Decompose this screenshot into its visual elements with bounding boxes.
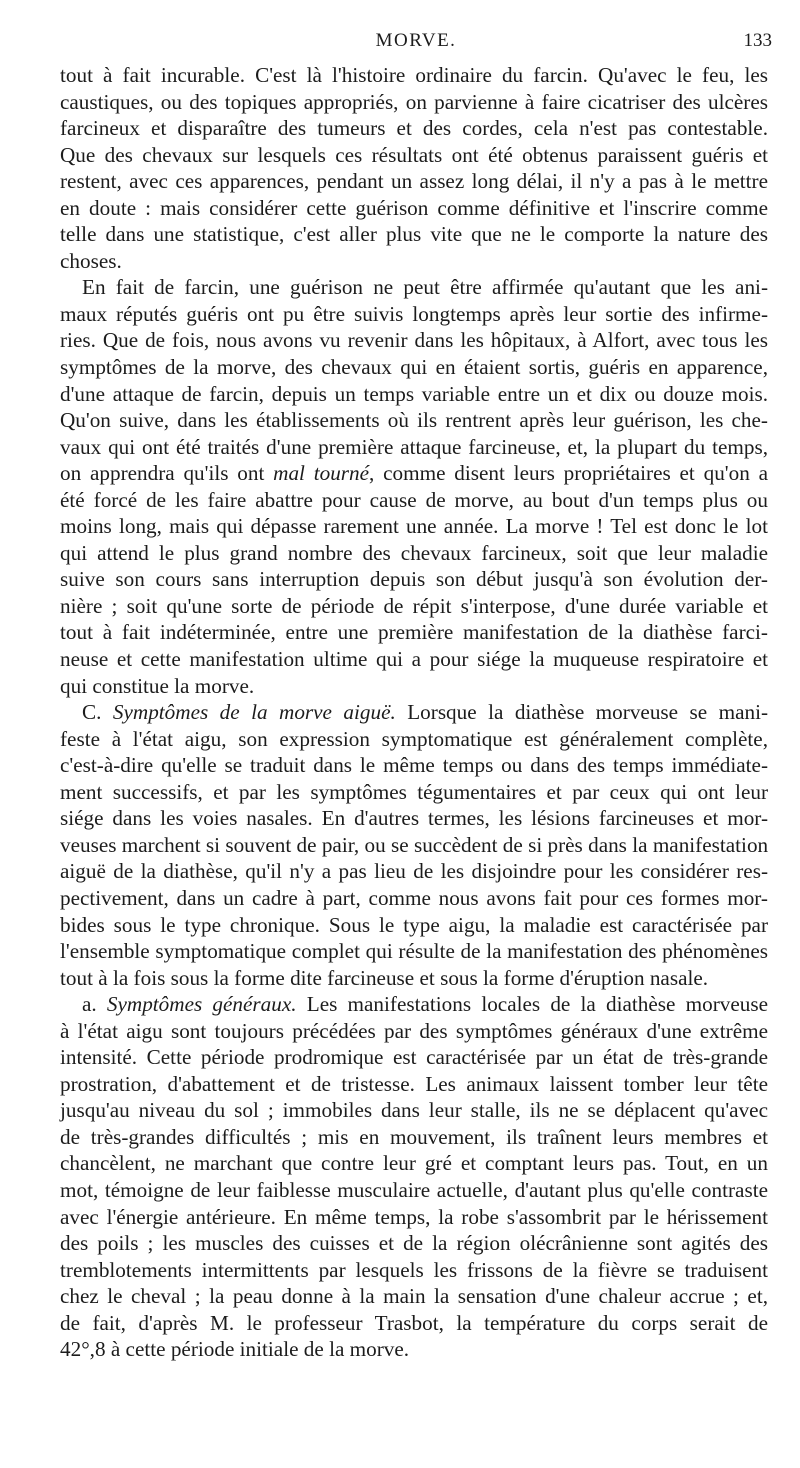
text-line: Que des chevaux sur lesquels ces résultats ont été obtenus paraissent guéris et: [60, 142, 768, 167]
text-line: Qu'on suive, dans les établissements où ils rentrent après leur guérison, les che-: [60, 408, 768, 433]
text-line: ment successifs, et par les symptômes tégumentaires et par ceux qui ont leur: [60, 779, 768, 804]
text-line: pectivement, dans un cadre à part, comme nous avons fait pour ces formes mor-: [60, 885, 768, 910]
text-line: neuse et cette manifestation ultime qui a pour siége la muqueuse respiratoire et: [60, 647, 768, 672]
text-line: tout à fait incurable. C'est là l'histoire ordinaire du farcin. Qu'avec le feu, les: [60, 63, 768, 87]
text-line: l'ensemble symptomatique complet qui résulte de la manifestation des phénomènes: [60, 939, 768, 964]
text-line: été forcé de les faire abattre pour cause de morve, au bout d'un temps plus ou: [60, 487, 768, 512]
text-run: Lorsque la diathèse morveuse se mani-: [395, 700, 769, 725]
text-line: aiguë de la diathèse, qu'il n'y a pas lieu de les disjoindre pour les considérer res-: [60, 859, 768, 884]
section-heading: Symptômes généraux.: [106, 992, 297, 1017]
italic-phrase: mal tourné: [273, 461, 370, 486]
text-line: tout à la fois sous la forme dite farcineuse et sous la forme d'éruption nasale.: [60, 965, 709, 990]
text-line: maux réputés guéris ont pu être suivis longtemps après leur sortie des infirme-: [60, 301, 768, 326]
text-line: ries. Que de fois, nous avons vu revenir dans les hôpitaux, à Alfort, avec tous les: [60, 328, 768, 353]
paragraph-3: [60, 699, 768, 991]
text-run: Les manifestations locales de la diathèse morveuse: [296, 992, 769, 1017]
section-heading-line: [60, 699, 768, 726]
text-line: caustiques, ou des topiques appropriés, on parvienne à faire cicatriser des ulcères: [60, 89, 768, 114]
text-line: tout à fait indéterminée, entre une première manifestation de la diathèse farci-: [60, 620, 768, 645]
text-line: prostration, d'abattement et de tristesse. Les animaux laissent tomber leur tête: [60, 1071, 768, 1096]
text-line: des poils ; les muscles des cuisses et de la région olécrânienne sont agités des: [60, 1231, 768, 1256]
section-heading-line: [60, 991, 768, 1018]
text-line: 42°,8 à cette période initiale de la morve.: [60, 1337, 410, 1362]
text-line: restent, avec ces apparences, pendant un assez long délai, il n'y a pas à le mettre: [60, 169, 768, 194]
text-line: nière ; soit qu'une sorte de période de répit s'interpose, d'une durée variable et: [60, 593, 768, 618]
paragraph-1: [60, 62, 768, 274]
text-line: de très-grandes difficultés ; mis en mouvement, ils traînent leurs membres et: [60, 1124, 768, 1149]
text-line: intensité. Cette période prodromique est caractérisée par un état de très-grande: [60, 1045, 768, 1070]
text-line: feste à l'état aigu, son expression symptomatique est généralement complète,: [60, 726, 768, 751]
page-body: [60, 62, 768, 1363]
text-line: d'une attaque de farcin, depuis un temps variable entre un et dix ou douze mois.: [60, 381, 768, 406]
text-line: En fait de farcin, une guérison ne peut être affirmée qu'autant que les ani-: [82, 275, 768, 300]
section-heading: Symptômes de la morve aiguë.: [112, 700, 396, 725]
text-line: de fait, d'après M. le professeur Trasbot, la température du corps serait de: [60, 1310, 768, 1335]
paragraph-4: [60, 991, 768, 1363]
text-line: avec l'énergie antérieure. En même temps, la robe s'assombrit par le hérissement: [60, 1204, 768, 1229]
text-line: siége dans les voies nasales. En d'autres termes, les lésions farcineuses et mor-: [60, 806, 768, 831]
text-line: chez le cheval ; la peau donne à la main la sensation d'une chaleur accrue ; et,: [60, 1284, 768, 1309]
paragraph-2: [60, 274, 768, 699]
text-line: vaux qui ont été traités d'une première attaque farcineuse, et, la plupart du temps,: [60, 434, 768, 459]
section-label: C.: [82, 700, 102, 725]
text-line: symptômes de la morve, des chevaux qui en étaient sortis, guéris en apparence,: [60, 355, 768, 380]
text-line: tremblotements intermittents par lesquels les frissons de la fièvre se traduisent: [60, 1257, 768, 1282]
text-line: chancèlent, ne marchant que contre leur gré et comptant leurs pas. Tout, en un: [60, 1151, 768, 1176]
section-label: a.: [82, 992, 97, 1017]
running-head: MORVE.: [375, 30, 457, 51]
text-line: moins long, mais qui dépasse rarement une année. La morve ! Tel est donc le lot: [60, 514, 768, 539]
text-line: telle dans une statistique, c'est aller plus vite que ne le comporte la nature des: [60, 222, 768, 247]
text-line: mot, témoigne de leur faiblesse musculaire actuelle, d'autant plus qu'elle contraste: [60, 1177, 768, 1202]
page-number: 133: [743, 30, 772, 51]
text-line: suive son cours sans interruption depuis son début jusqu'à son évolution der-: [60, 567, 768, 592]
text-line: bides sous le type chronique. Sous le type aigu, la maladie est caractérisée par: [60, 912, 768, 937]
text-line: c'est-à-dire qu'elle se traduit dans le même temps ou dans des temps immédiate-: [60, 753, 768, 778]
text-line: en doute : mais considérer cette guérison comme définitive et l'inscrire comme: [60, 195, 768, 220]
text-line: à l'état aigu sont toujours précédées par des symptômes généraux d'une extrême: [60, 1018, 768, 1043]
text-line: farcineux et disparaître des tumeurs et des cordes, cela n'est pas contestable.: [60, 116, 768, 141]
text-line: choses.: [60, 248, 122, 273]
text-line: veuses marchent si souvent de pair, ou se succèdent de si près dans la manifestation: [60, 832, 769, 857]
text-line: qui attend le plus grand nombre des chevaux farcineux, soit que leur maladie: [60, 540, 768, 565]
text-line: qui constitue la morve.: [60, 673, 255, 698]
page-header: [60, 30, 772, 56]
text-line: jusqu'au niveau du sol ; immobiles dans leur stalle, ils ne se déplacent qu'avec: [60, 1098, 768, 1123]
text-line-with-italic: on apprendra qu'ils ont mal tourné, comme disent leurs propriétaires et qu'on a: [60, 461, 768, 486]
